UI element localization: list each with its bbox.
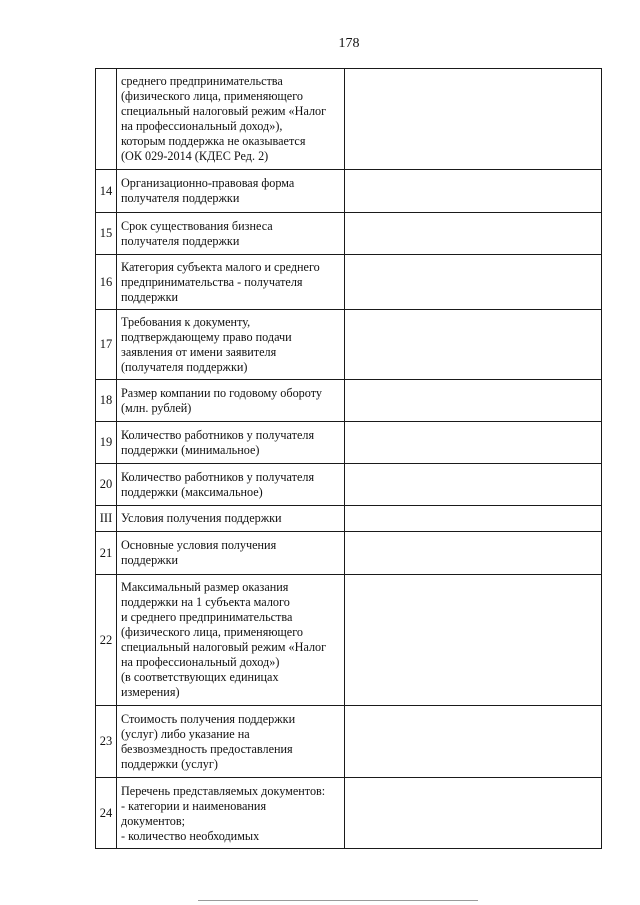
row-value-cell [345, 213, 602, 255]
row-label-cell: Основные условия получения поддержки [117, 532, 345, 575]
table-row [96, 69, 602, 170]
row-label-cell: Срок существования бизнеса получателя поддержки [117, 213, 345, 255]
row-number-cell [96, 69, 117, 170]
section-title-cell: Условия получения поддержки [117, 506, 345, 532]
row-number-cell: 14 [96, 170, 117, 213]
row-value-cell [345, 778, 602, 849]
row-label-cell: Максимальный размер оказания поддержки на 1 субъекта малого и среднего предпринимательства (физического лица, применяющего специальный налоговый режим «Налог на профессиональный доход») (в соответствующих единицах измерения) [117, 575, 345, 706]
table-row [96, 422, 602, 464]
row-value-cell [345, 255, 602, 310]
row-label-cell: Стоимость получения поддержки (услуг) либо указание на безвозмездность предоставления поддержки (услуг) [117, 706, 345, 778]
table-row [96, 464, 602, 506]
row-label-cell: Количество работников у получателя поддержки (максимальное) [117, 464, 345, 506]
row-value-cell [345, 575, 602, 706]
row-value-cell [345, 422, 602, 464]
row-label-cell: Категория субъекта малого и среднего предпринимательства - получателя поддержки [117, 255, 345, 310]
section-header-row [96, 506, 602, 532]
row-number-cell: 19 [96, 422, 117, 464]
page-bottom-rule [198, 900, 478, 901]
row-value-cell [345, 170, 602, 213]
row-value-cell [345, 310, 602, 380]
row-label-cell: Размер компании по годовому обороту (млн. рублей) [117, 380, 345, 422]
row-value-cell [345, 506, 602, 532]
row-label-cell: Организационно-правовая форма получателя поддержки [117, 170, 345, 213]
table-row [96, 778, 602, 849]
row-value-cell [345, 706, 602, 778]
section-number-cell: III [96, 506, 117, 532]
row-value-cell [345, 69, 602, 170]
row-number-cell: 21 [96, 532, 117, 575]
table-row [96, 170, 602, 213]
table-row [96, 213, 602, 255]
table-row [96, 532, 602, 575]
row-number-cell: 20 [96, 464, 117, 506]
row-value-cell [345, 380, 602, 422]
row-number-cell: 18 [96, 380, 117, 422]
row-number-cell: 24 [96, 778, 117, 849]
row-value-cell [345, 464, 602, 506]
row-label-cell: Требования к документу, подтверждающему право подачи заявления от имени заявителя (получателя поддержки) [117, 310, 345, 380]
table-row [96, 575, 602, 706]
table-row [96, 310, 602, 380]
row-value-cell [345, 532, 602, 575]
row-number-cell: 16 [96, 255, 117, 310]
form-table [95, 68, 602, 849]
row-number-cell: 15 [96, 213, 117, 255]
table-row [96, 255, 602, 310]
row-label-cell: Перечень представляемых документов: - категории и наименования документов; - количество необходимых [117, 778, 345, 849]
page-number: 178 [338, 36, 360, 51]
row-number-cell: 17 [96, 310, 117, 380]
row-number-cell: 23 [96, 706, 117, 778]
row-number-cell: 22 [96, 575, 117, 706]
row-label-cell: среднего предпринимательства (физического лица, применяющего специальный налоговый режим «Налог на профессиональный доход»), которым поддержка не оказывается (ОК 029-2014 (КДЕС Ред. 2) [117, 69, 345, 170]
table-row [96, 706, 602, 778]
table-row [96, 380, 602, 422]
row-label-cell: Количество работников у получателя поддержки (минимальное) [117, 422, 345, 464]
